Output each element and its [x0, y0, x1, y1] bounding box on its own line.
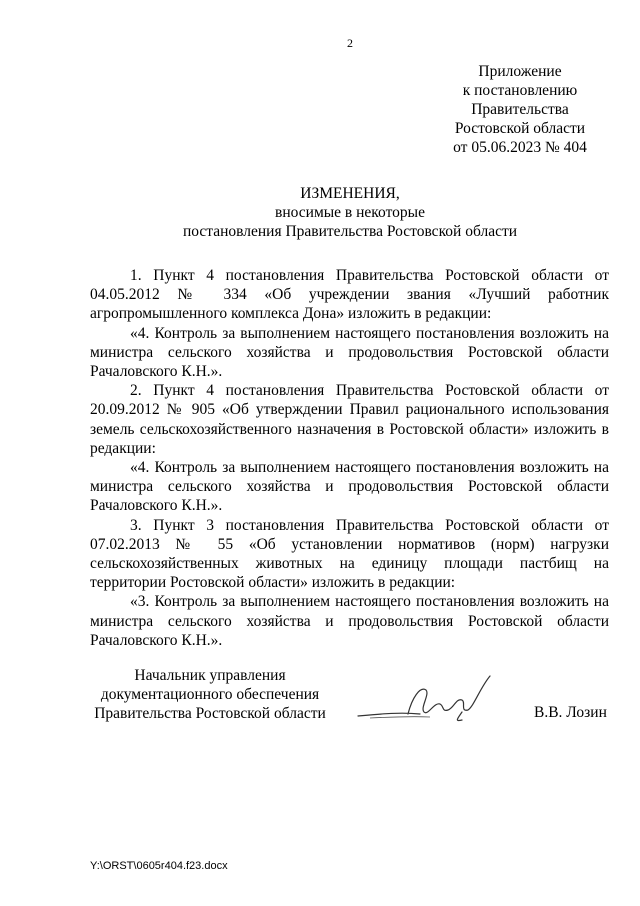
- signatory-name: В.В. Лозин: [534, 704, 607, 721]
- appendix-line: к постановлению: [462, 82, 578, 99]
- appendix-line: Приложение: [478, 63, 562, 80]
- document-title: [0, 184, 640, 241]
- paragraph: «4. Контроль за выполнением настоящего постановления возложить на министра сельского хозяйства и продовольствия Ростовской области Рачаловского К.Н.».: [90, 459, 609, 515]
- document-body: [90, 266, 609, 650]
- paragraph: 2. Пункт 4 постановления Правительства Ростовской области от 20.09.2012 № 905 «Об утверждении Правил рационального использования земель сельскохозяйственного назначения в Ростовской области» изложить в редакции:: [90, 382, 609, 457]
- title-line: постановления Правительства Ростовской области: [182, 223, 518, 240]
- page-number: 2: [347, 36, 353, 50]
- appendix-line: Правительства: [471, 101, 569, 118]
- paragraph: «4. Контроль за выполнением настоящего постановления возложить на министра сельского хозяйства и продовольствия Ростовской области Рачаловского К.Н.».: [90, 324, 609, 381]
- appendix-line: от 05.06.2023 № 404: [453, 139, 587, 156]
- appendix-line: Ростовской области: [454, 120, 586, 137]
- file-path-footer: Y:\ORST\0605r404.f23.docx: [90, 860, 228, 872]
- paragraph: 3. Пункт 3 постановления Правительства Ростовской области от 07.02.2013 № 55 «Об установлении нормативов (норм) нагрузки сельскохозяйственных животных на единицу площади пастбищ на территории Ростовской области» изложить в редакции:: [90, 516, 609, 592]
- appendix-header: [440, 62, 600, 157]
- position-line: Начальник управления: [134, 667, 286, 684]
- signatory-position: [90, 666, 330, 723]
- handwritten-signature: [350, 668, 510, 728]
- position-line: Правительства Ростовской области: [94, 705, 326, 722]
- position-line: документационного обеспечения: [100, 686, 320, 703]
- paragraph: 1. Пункт 4 постановления Правительства Ростовской области от 04.05.2012 № 334 «Об учреждении звания «Лучший работник агропромышленного комплекса Дона» изложить в редакции:: [90, 267, 609, 323]
- title-line: вносимые в некоторые: [275, 204, 425, 221]
- title-line: ИЗМЕНЕНИЯ,: [300, 185, 400, 202]
- paragraph: «3. Контроль за выполнением настоящего постановления возложить на министра сельского хозяйства и продовольствия Ростовской области Рачаловского К.Н.».: [90, 593, 609, 649]
